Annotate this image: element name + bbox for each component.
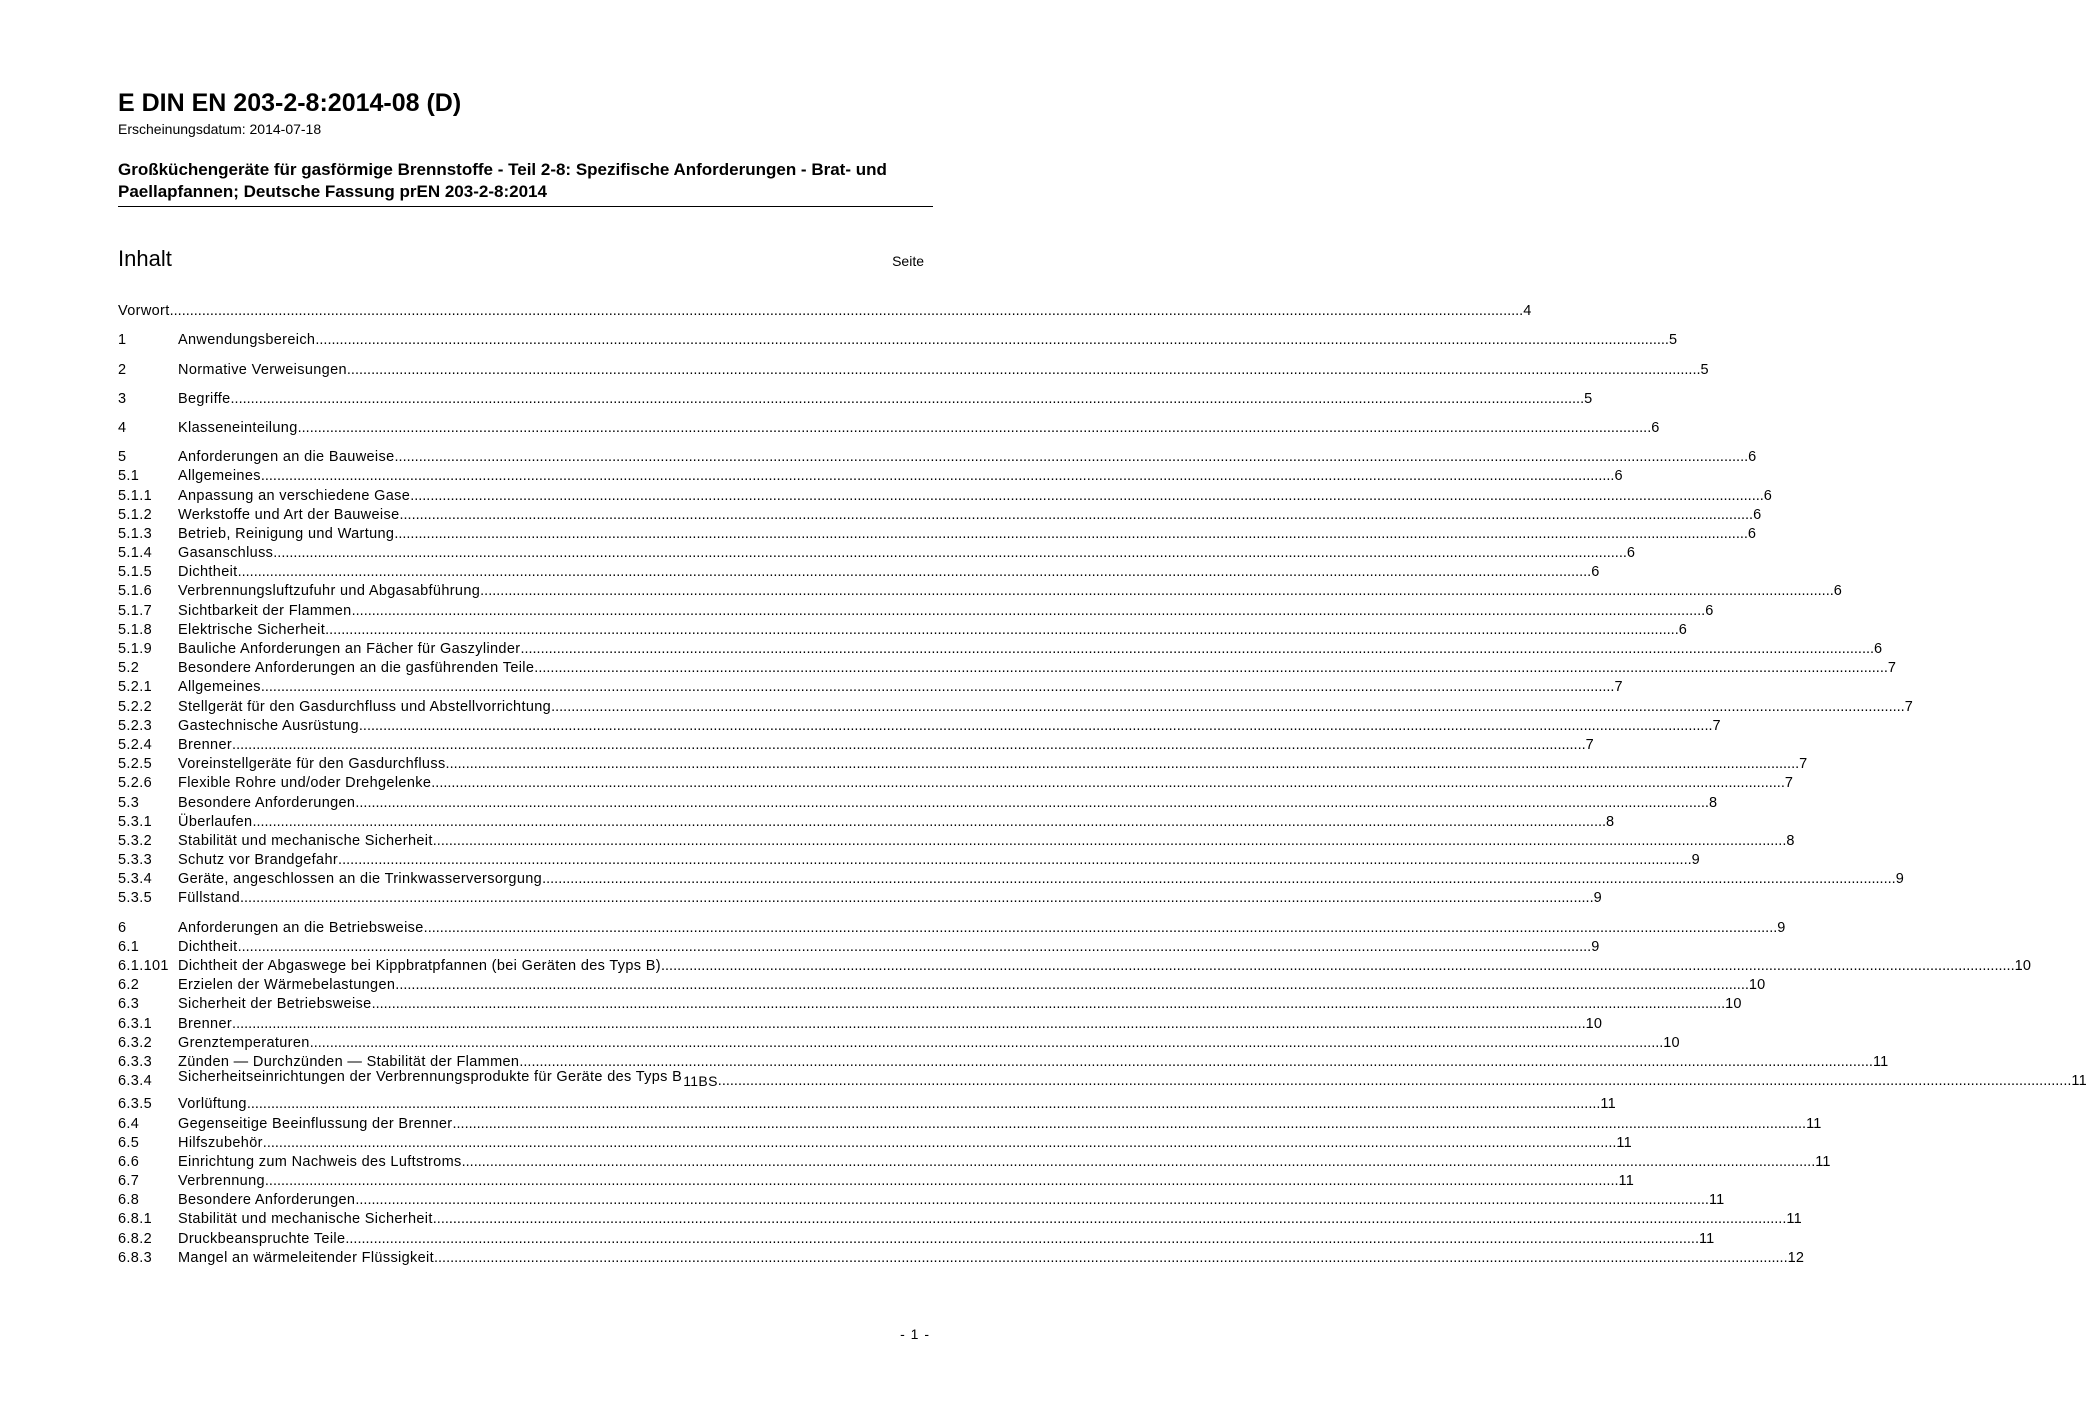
toc-entry-page: 10 [1725, 996, 1742, 1013]
toc-dot-leader [480, 583, 1834, 600]
toc-entry-page: 10 [1748, 977, 1766, 994]
toc-entry[interactable] [118, 754, 1808, 773]
toc-entry-title-text: Anforderungen an die Betriebsweise [178, 919, 424, 936]
toc-entry-title-subscript: 11BS [683, 1073, 718, 1090]
toc-entry-title [178, 391, 231, 408]
toc-entry-title-text: Stellgerät für den Gasdurchfluss und Abstellvorrichtung [178, 698, 552, 715]
toc-entry[interactable] [118, 1209, 1802, 1228]
toc-dot-leader [261, 679, 1615, 696]
toc-entry-page: 6 [1591, 564, 1600, 581]
toc-entry-page: 9 [1691, 852, 1700, 869]
toc-entry-page: 8 [1606, 813, 1615, 830]
toc-entry-number: 6.1 [118, 938, 140, 955]
toc-dot-leader [261, 468, 1615, 485]
toc-entry-number: 6.2 [118, 977, 140, 994]
toc-entry-title [178, 1096, 247, 1113]
toc-entry-number: 5.1.7 [118, 602, 152, 619]
toc-entry-title-text: Besondere Anforderungen [178, 794, 356, 811]
toc-entry-title [178, 468, 261, 485]
toc-entry-title-text: Grenztemperaturen [178, 1034, 310, 1051]
toc-entry-number: 6.3.2 [118, 1034, 152, 1051]
toc-dot-leader [263, 1135, 1617, 1152]
toc-entry-number: 5.3.3 [118, 852, 152, 869]
toc-entry-title [178, 1173, 265, 1190]
toc-dot-leader [170, 303, 1524, 320]
toc-entry[interactable] [118, 917, 1786, 936]
toc-entry-title [178, 958, 661, 975]
toc-entry-title [178, 1154, 462, 1171]
toc-entry-title-text: Begriffe [178, 390, 231, 407]
toc-entry[interactable] [118, 466, 1623, 485]
toc-entry-title-text: Stabilität und mechanische Sicherheit [178, 1211, 433, 1228]
toc-dot-leader [551, 699, 1905, 716]
toc-entry-number: 5.2.2 [118, 698, 152, 715]
toc-entry-title [178, 488, 410, 505]
toc-dot-leader [359, 718, 1713, 735]
toc-entry-title [178, 920, 424, 937]
publication-date: Erscheinungsdatum: 2014-07-18 [118, 121, 322, 137]
toc-entry-title-text: Sicherheit der Betriebsweise [178, 996, 372, 1013]
toc-entry-number: 5.2 [118, 660, 140, 677]
table-of-contents [118, 301, 2087, 1267]
toc-dot-leader [265, 1173, 1619, 1190]
toc-entry-title [178, 660, 534, 677]
toc-entry-title [178, 1116, 452, 1133]
toc-entry-title-text: Bauliche Anforderungen an Fächer für Gaszylinder [178, 641, 521, 657]
toc-entry-number: 5.2.3 [118, 717, 152, 734]
toc-entry-title [178, 1211, 433, 1228]
toc-dot-leader [238, 939, 1592, 956]
toc-entry-title-text: Überlaufen [178, 813, 253, 830]
toc-entry-title-text: Dichtheit [178, 938, 238, 955]
toc-dot-leader [433, 833, 1787, 850]
toc-dot-leader [372, 996, 1726, 1013]
toc-entry-title [178, 362, 347, 379]
toc-entry-number: 5.3.1 [118, 813, 152, 830]
toc-entry-title [178, 775, 431, 792]
toc-entry-page: 11 [1815, 1153, 1831, 1170]
toc-entry[interactable] [118, 1013, 1603, 1032]
toc-entry-title [178, 1035, 310, 1052]
toc-entry-number: 5.1.2 [118, 506, 152, 523]
document-code: E DIN EN 203-2-8:2014-08 (D) [118, 89, 462, 117]
toc-dot-leader [661, 958, 2015, 975]
toc-entry[interactable] [118, 850, 1700, 869]
toc-entry-title-text: Mangel an wärmeleitender Flüssigkeit [178, 1249, 434, 1266]
toc-entry[interactable] [118, 716, 1721, 735]
toc-entry[interactable] [118, 773, 1794, 792]
toc-entry-page: 11 [1872, 1053, 1889, 1070]
toc-entry[interactable] [118, 620, 1687, 639]
toc-dot-leader [240, 890, 1594, 907]
toc-entry-number: 3 [118, 390, 127, 407]
toc-entry[interactable] [118, 581, 1843, 600]
toc-entry-number: 5.2.1 [118, 679, 152, 696]
document-title: Großküchengeräte für gasförmige Brennstoffe - Teil 2-8: Spezifische Anforderungen - Brat- und Paellapfannen; Deutsche Fassung prEN 203-2-8:2014 [118, 160, 887, 201]
toc-dot-leader [352, 603, 1706, 620]
toc-dot-leader [394, 526, 1748, 543]
toc-dot-leader [298, 420, 1652, 437]
toc-dot-leader [519, 1054, 1873, 1071]
toc-entry-title-text: Verbrennungsluftzufuhr und Abgasabführung [178, 583, 481, 600]
toc-entry-title [118, 303, 170, 320]
toc-entry-page: 11 [1600, 1096, 1616, 1113]
toc-entry-title [178, 332, 315, 349]
toc-entry-title [178, 1069, 718, 1090]
toc-entry-page: 11 [1806, 1115, 1822, 1132]
toc-entry-title-text: Werkstoffe und Art der Bauweise [178, 506, 400, 523]
toc-entry-title [178, 526, 394, 543]
toc-entry-title [178, 699, 551, 716]
toc-entry[interactable] [118, 869, 1904, 888]
toc-entry-page: 11 [2071, 1073, 2087, 1090]
toc-entry[interactable] [118, 524, 1757, 543]
toc-entry-title [178, 545, 273, 562]
toc-entry-title [178, 1231, 345, 1248]
toc-entry-page: 9 [1895, 871, 1904, 888]
toc-entry-title-text: Verbrennung [178, 1173, 265, 1190]
toc-dot-leader [395, 449, 1749, 466]
toc-entry-title [178, 420, 298, 437]
toc-entry-number: 5.2.4 [118, 736, 152, 753]
toc-entry-number: 5.1.1 [118, 487, 152, 504]
page-number: - 1 - [900, 1326, 930, 1342]
toc-entry[interactable] [118, 792, 1718, 811]
toc-entry-number: 6.8.1 [118, 1211, 152, 1228]
toc-dot-leader [347, 362, 1701, 379]
toc-entry-number: 6.3.5 [118, 1096, 152, 1113]
toc-dot-leader [718, 1073, 2072, 1090]
toc-entry[interactable] [118, 1171, 1634, 1190]
toc-entry-title [178, 996, 372, 1013]
toc-entry-title [178, 1250, 434, 1267]
toc-entry-title-text: Sichtbarkeit der Flammen [178, 602, 352, 619]
toc-entry-page: 6 [1626, 545, 1636, 562]
toc-entry[interactable] [118, 389, 1593, 408]
toc-entry-title [178, 564, 238, 581]
toc-page-column-label: Seite [892, 253, 924, 269]
toc-dot-leader [462, 1154, 1816, 1171]
toc-entry-number: 6.6 [118, 1153, 140, 1170]
toc-entry-page: 6 [1747, 525, 1757, 542]
toc-dot-leader [273, 545, 1627, 562]
toc-entry-number: 2 [118, 361, 127, 378]
toc-entry-page: 7 [1784, 775, 1794, 792]
toc-entry-title-text: Klasseneinteilung [178, 419, 298, 436]
toc-entry-title [178, 718, 359, 735]
toc-entry[interactable] [118, 1069, 2087, 1090]
toc-entry-title [178, 852, 338, 869]
toc-entry[interactable] [118, 359, 1709, 378]
toc-entry-page: 12 [1787, 1249, 1805, 1266]
toc-entry[interactable] [118, 812, 1615, 831]
toc-dot-leader [410, 488, 1764, 505]
toc-entry-title-text: Brenner [178, 736, 233, 753]
toc-dot-leader [232, 1016, 1586, 1033]
toc-entry-title-text: Stabilität und mechanische Sicherheit [178, 832, 433, 849]
toc-entry-title-text: Dichtheit der Abgaswege bei Kippbratpfannen (bei Geräten des Typs B) [178, 958, 661, 974]
toc-dot-leader [424, 920, 1778, 937]
toc-entry-page: 10 [1663, 1034, 1680, 1051]
toc-entry-page: 10 [1585, 1015, 1603, 1032]
toc-entry-title-text: Normative Verweisungen [178, 361, 347, 378]
toc-entry-number: 5.3.2 [118, 832, 152, 849]
toc-entry-number: 5.1.6 [118, 583, 152, 600]
toc-entry-page: 5 [1584, 390, 1593, 407]
toc-entry-number: 6.3 [118, 996, 140, 1013]
toc-entry-title [178, 833, 433, 850]
toc-entry[interactable] [118, 562, 1600, 581]
toc-entry[interactable] [118, 658, 1897, 677]
toc-entry[interactable] [118, 1094, 1616, 1113]
toc-entry-page: 9 [1591, 938, 1600, 955]
toc-entry[interactable] [118, 1033, 1680, 1052]
toc-dot-leader [355, 795, 1709, 812]
toc-dot-leader [542, 871, 1896, 888]
toc-entry-page: 9 [1593, 890, 1602, 907]
toc-entry-title [178, 756, 446, 773]
toc-entry-title-text: Erzielen der Wärmebelastungen [178, 977, 396, 994]
toc-entry-page: 6 [1833, 583, 1843, 600]
toc-entry-title [178, 939, 238, 956]
toc-entry[interactable] [118, 1228, 1715, 1247]
toc-entry-title [178, 871, 542, 888]
toc-entry-number: 5.1.3 [118, 525, 152, 542]
toc-entry-title [178, 622, 325, 639]
toc-entry-number: 6.8 [118, 1192, 140, 1209]
toc-dot-leader [520, 641, 1874, 658]
toc-entry-number: 5.1 [118, 468, 140, 485]
toc-entry-title [178, 679, 261, 696]
toc-dot-leader [315, 332, 1669, 349]
toc-entry-page: 5 [1700, 361, 1709, 378]
toc-entry[interactable] [118, 485, 1773, 504]
toc-entry-number: 1 [118, 332, 127, 349]
toc-entry[interactable] [118, 1152, 1831, 1171]
toc-entry-title-text: Dichtheit [178, 564, 238, 581]
toc-entry[interactable] [118, 677, 1623, 696]
toc-entry[interactable] [118, 1133, 1632, 1152]
toc-entry-number: 5.1.9 [118, 641, 152, 657]
toc-entry-title [178, 737, 232, 754]
toc-entry[interactable] [118, 994, 1742, 1013]
toc-entry-title-text: Anpassung an verschiedene Gase [178, 487, 411, 504]
toc-entry-title-text: Einrichtung zum Nachweis des Luftstroms [178, 1153, 462, 1170]
toc-entry[interactable] [118, 639, 1883, 658]
toc-entry-title [178, 1135, 263, 1152]
toc-entry-title-text: Gegenseitige Beeinflussung der Brenner [178, 1115, 453, 1132]
toc-entry-number: 5.3.5 [118, 890, 152, 907]
toc-entry-title-text: Besondere Anforderungen [178, 1192, 356, 1209]
toc-entry-title-text: Hilfszubehör [178, 1134, 263, 1151]
toc-entry-title-text: Betrieb, Reinigung und Wartung [178, 525, 395, 542]
toc-entry-title-text: Druckbeanspruchte Teile [178, 1230, 346, 1247]
toc-dot-leader [399, 507, 1753, 524]
toc-entry-title-text: Allgemeines [178, 468, 261, 485]
toc-entry-page: 11 [1698, 1230, 1715, 1247]
toc-entry[interactable] [118, 447, 1757, 466]
toc-dot-leader [355, 1192, 1709, 1209]
toc-entry-title [178, 1192, 355, 1209]
toc-entry-page: 7 [1614, 679, 1623, 696]
toc-entry-title-text: Allgemeines [178, 679, 261, 696]
toc-entry-title-text: Füllstand [178, 890, 240, 907]
toc-entry[interactable] [118, 831, 1795, 850]
toc-dot-leader [338, 852, 1692, 869]
toc-dot-leader [452, 1116, 1806, 1133]
toc-entry-number: 5.3 [118, 794, 140, 811]
toc-entry-page: 7 [1712, 717, 1721, 734]
toc-dot-leader [310, 1035, 1664, 1052]
toc-entry-number: 5.1.8 [118, 621, 152, 638]
toc-entry[interactable] [118, 1052, 1889, 1071]
toc-entry-title-text: Vorwort [118, 303, 170, 320]
toc-entry-number: 6.8.2 [118, 1230, 152, 1247]
toc-entry-number: 5.1.4 [118, 545, 152, 562]
toc-entry[interactable] [118, 330, 1678, 349]
toc-entry-number: 6.7 [118, 1173, 140, 1190]
toc-entry-page: 11 [1616, 1134, 1632, 1151]
toc-entry-page: 11 [1618, 1173, 1634, 1190]
toc-dot-leader [231, 391, 1585, 408]
toc-entry[interactable] [118, 1248, 1805, 1267]
toc-entry-title-text: Schutz vor Brandgefahr [178, 852, 339, 869]
toc-entry-number: 5.3.4 [118, 871, 152, 888]
toc-entry-title-text: Brenner [178, 1015, 233, 1032]
toc-entry[interactable] [118, 937, 1600, 956]
toc-entry-title-text: Gasanschluss [178, 545, 274, 562]
toc-entry-title [178, 507, 399, 524]
header-divider [118, 206, 933, 207]
toc-entry-number: 6.1.101 [118, 958, 169, 974]
toc-entry-page: 6 [1748, 449, 1757, 466]
toc-entry-title [178, 641, 520, 658]
toc-entry-title [178, 977, 395, 994]
toc-dot-leader [534, 660, 1888, 677]
toc-entry-title-text: Zünden — Durchzünden — Stabilität der Flammen [178, 1053, 520, 1070]
toc-entry-title-text: Anwendungsbereich [178, 332, 316, 349]
toc-dot-leader [433, 1211, 1787, 1228]
toc-entry-title-text: Gastechnische Ausrüstung [178, 717, 359, 734]
toc-entry-page: 7 [1887, 660, 1897, 677]
toc-dot-leader [247, 1096, 1601, 1113]
toc-dot-leader [431, 775, 1785, 792]
toc-heading: Inhalt [118, 246, 172, 271]
toc-entry-number: 6.5 [118, 1134, 140, 1151]
toc-entry-page: 6 [1614, 468, 1623, 485]
toc-entry-number: 6 [118, 919, 127, 936]
toc-entry-page: 4 [1523, 303, 1532, 320]
toc-entry-title-text: Besondere Anforderungen an die gasführenden Teile [178, 660, 535, 677]
toc-entry-number: 5.2.5 [118, 756, 152, 773]
toc-entry-number: 6.8.3 [118, 1249, 152, 1266]
toc-entry-page: 11 [1708, 1192, 1725, 1209]
toc-entry-page: 6 [1753, 506, 1762, 523]
toc-entry[interactable] [118, 543, 1636, 562]
toc-entry-title [178, 890, 240, 907]
toc-entry-page: 6 [1678, 621, 1687, 638]
toc-entry-page: 7 [1799, 756, 1808, 773]
toc-entry-title [178, 449, 395, 466]
toc-dot-leader [434, 1250, 1788, 1267]
toc-entry-number: 5.2.6 [118, 775, 152, 792]
toc-entry-title [178, 814, 252, 831]
toc-entry[interactable] [118, 301, 1532, 320]
toc-entry-title [178, 603, 352, 620]
toc-entry[interactable] [118, 418, 1660, 437]
toc-dot-leader [252, 814, 1606, 831]
toc-entry[interactable] [118, 696, 1913, 715]
toc-entry[interactable] [118, 975, 1766, 994]
toc-entry-page: 6 [1763, 487, 1773, 504]
toc-entry-number: 5 [118, 449, 127, 466]
toc-entry-title-text: Voreinstellgeräte für den Gasdurchfluss [178, 756, 446, 773]
toc-entry-number: 6.4 [118, 1115, 140, 1132]
toc-entry-page: 7 [1904, 698, 1913, 715]
toc-entry-title-text: Flexible Rohre und/oder Drehgelenke [178, 775, 432, 792]
toc-entry[interactable] [118, 956, 2032, 975]
toc-entry[interactable] [118, 1190, 1725, 1209]
toc-entry[interactable] [118, 1113, 1822, 1132]
toc-entry-page: 11 [1786, 1211, 1802, 1228]
toc-entry-title-text: Anforderungen an die Bauweise [178, 449, 395, 466]
toc-dot-leader [395, 977, 1749, 994]
toc-entry-page: 6 [1874, 641, 1883, 657]
toc-dot-leader [446, 756, 1800, 773]
toc-entry-page: 5 [1668, 332, 1678, 349]
toc-entry-page: 6 [1651, 419, 1660, 436]
toc-dot-leader [238, 564, 1592, 581]
toc-entry-number: 5.1.5 [118, 564, 152, 581]
toc-entry-title-text: Vorlüftung [178, 1096, 247, 1113]
toc-entry-title [178, 1016, 232, 1033]
toc-entry[interactable] [118, 888, 1602, 907]
toc-dot-leader [325, 622, 1679, 639]
toc-entry-page: 8 [1708, 794, 1718, 811]
toc-entry-number: 6.3.3 [118, 1053, 152, 1070]
toc-entry-title [178, 795, 355, 812]
toc-entry[interactable] [118, 600, 1714, 619]
toc-dot-leader [232, 737, 1586, 754]
toc-entry-title [178, 583, 480, 600]
toc-entry-number: 6.3.4 [118, 1073, 152, 1090]
toc-entry-title-text: Sicherheitseinrichtungen der Verbrennungsprodukte für Geräte des Typs B [178, 1069, 683, 1086]
toc-entry-title-text: Geräte, angeschlossen an die Trinkwasserversorgung [178, 871, 543, 888]
toc-entry-page: 8 [1786, 832, 1795, 849]
toc-entry-page: 9 [1777, 919, 1786, 936]
toc-entry-page: 7 [1585, 736, 1594, 753]
toc-entry-number: 6.3.1 [118, 1015, 152, 1032]
toc-dot-leader [345, 1231, 1699, 1248]
toc-entry-page: 6 [1705, 602, 1714, 619]
toc-entry-title-text: Elektrische Sicherheit [178, 621, 326, 638]
toc-entry-page: 10 [2014, 958, 2032, 974]
toc-entry-number: 4 [118, 419, 127, 436]
toc-entry[interactable] [118, 505, 1762, 524]
toc-entry[interactable] [118, 735, 1594, 754]
